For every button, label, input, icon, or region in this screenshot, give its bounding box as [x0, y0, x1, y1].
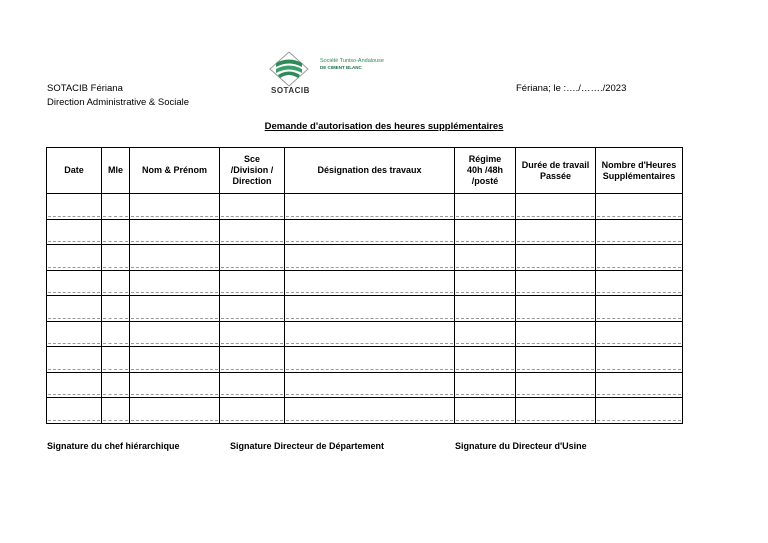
table-row — [47, 270, 683, 296]
table-cell[interactable] — [220, 372, 285, 398]
table-cell[interactable] — [47, 398, 102, 424]
table-cell[interactable] — [47, 270, 102, 296]
table-cell[interactable] — [102, 194, 130, 220]
table-cell[interactable] — [596, 219, 683, 245]
table-row — [47, 194, 683, 220]
table-cell[interactable] — [102, 270, 130, 296]
table-cell[interactable] — [285, 194, 455, 220]
table-cell[interactable] — [220, 219, 285, 245]
col-header-date: Date — [47, 148, 102, 194]
table-row — [47, 296, 683, 322]
table-cell[interactable] — [220, 347, 285, 373]
table-header-row — [47, 148, 683, 194]
logo-brand: SOTACIB — [271, 86, 310, 95]
table-cell[interactable] — [102, 372, 130, 398]
table-cell[interactable] — [130, 270, 220, 296]
table-cell[interactable] — [516, 347, 596, 373]
table-cell[interactable] — [516, 372, 596, 398]
table-cell[interactable] — [455, 321, 516, 347]
table-cell[interactable] — [102, 219, 130, 245]
table-cell[interactable] — [516, 219, 596, 245]
signature-usine: Signature du Directeur d'Usine — [455, 441, 587, 451]
table-cell[interactable] — [455, 245, 516, 271]
table-cell[interactable] — [285, 270, 455, 296]
table-cell[interactable] — [596, 372, 683, 398]
table-cell[interactable] — [102, 398, 130, 424]
table-cell[interactable] — [285, 245, 455, 271]
table-cell[interactable] — [220, 321, 285, 347]
table-cell[interactable] — [220, 398, 285, 424]
table-cell[interactable] — [516, 245, 596, 271]
table-cell[interactable] — [102, 296, 130, 322]
col-header-regime: Régime 40h /48h /posté — [455, 148, 516, 194]
table-cell[interactable] — [130, 372, 220, 398]
header-left — [47, 82, 189, 110]
table-cell[interactable] — [47, 245, 102, 271]
table-cell[interactable] — [47, 347, 102, 373]
table-cell[interactable] — [102, 347, 130, 373]
table-cell[interactable] — [455, 296, 516, 322]
col-header-mle: Mle — [102, 148, 130, 194]
table-cell[interactable] — [130, 347, 220, 373]
col-header-designation: Désignation des travaux — [285, 148, 455, 194]
table-cell[interactable] — [130, 296, 220, 322]
table-cell[interactable] — [220, 245, 285, 271]
table-cell[interactable] — [596, 194, 683, 220]
logo-line-2: DE CIMENT BLANC — [320, 65, 362, 70]
table-cell[interactable] — [596, 296, 683, 322]
table-cell[interactable] — [285, 347, 455, 373]
company-logo — [268, 50, 413, 96]
table-cell[interactable] — [455, 270, 516, 296]
table-cell[interactable] — [516, 296, 596, 322]
table-cell[interactable] — [130, 245, 220, 271]
table-row — [47, 321, 683, 347]
department-name: Direction Administrative & Sociale — [47, 97, 190, 108]
table-cell[interactable] — [285, 219, 455, 245]
table-cell[interactable] — [455, 219, 516, 245]
table-cell[interactable] — [130, 398, 220, 424]
table-cell[interactable] — [47, 219, 102, 245]
col-header-service: Sce /Division / Direction — [220, 148, 285, 194]
table-row — [47, 398, 683, 424]
col-header-nombre-heures: Nombre d'Heures Supplémentaires — [596, 148, 683, 194]
overtime-table — [46, 147, 683, 424]
table-cell[interactable] — [596, 245, 683, 271]
logo-line-1: Société Tuniso-Andalouse — [320, 58, 384, 64]
table-cell[interactable] — [47, 321, 102, 347]
table-cell[interactable] — [285, 321, 455, 347]
table-cell[interactable] — [220, 194, 285, 220]
form-title: Demande d'autorisation des heures supplémentaires — [264, 121, 504, 132]
table-cell[interactable] — [596, 347, 683, 373]
table-cell[interactable] — [220, 270, 285, 296]
table-cell[interactable] — [516, 194, 596, 220]
table-cell[interactable] — [285, 296, 455, 322]
date-line: Fériana; le :…./……./2023 — [516, 83, 627, 94]
table-row — [47, 347, 683, 373]
signature-departement: Signature Directeur de Département — [230, 441, 385, 451]
table-cell[interactable] — [455, 194, 516, 220]
company-name: SOTACIB Fériana — [47, 83, 123, 94]
table-cell[interactable] — [130, 321, 220, 347]
table-cell[interactable] — [102, 321, 130, 347]
table-cell[interactable] — [47, 194, 102, 220]
table-cell[interactable] — [596, 321, 683, 347]
table-cell[interactable] — [455, 398, 516, 424]
table-cell[interactable] — [596, 398, 683, 424]
table-row — [47, 245, 683, 271]
table-cell[interactable] — [455, 347, 516, 373]
col-header-nom-prenom: Nom & Prénom — [130, 148, 220, 194]
table-cell[interactable] — [285, 398, 455, 424]
table-cell[interactable] — [102, 245, 130, 271]
table-cell[interactable] — [47, 372, 102, 398]
signature-chef: Signature du chef hiérarchique — [47, 441, 180, 451]
col-header-duree: Durée de travail Passée — [516, 148, 596, 194]
table-cell[interactable] — [47, 296, 102, 322]
table-cell[interactable] — [130, 219, 220, 245]
table-cell[interactable] — [285, 372, 455, 398]
table-cell[interactable] — [516, 398, 596, 424]
table-cell[interactable] — [516, 270, 596, 296]
table-cell[interactable] — [516, 321, 596, 347]
table-row — [47, 372, 683, 398]
table-cell[interactable] — [455, 372, 516, 398]
table-cell[interactable] — [596, 270, 683, 296]
table-row — [47, 219, 683, 245]
sotacib-logo-icon — [268, 50, 310, 88]
table-cell[interactable] — [130, 194, 220, 220]
table-cell[interactable] — [220, 296, 285, 322]
